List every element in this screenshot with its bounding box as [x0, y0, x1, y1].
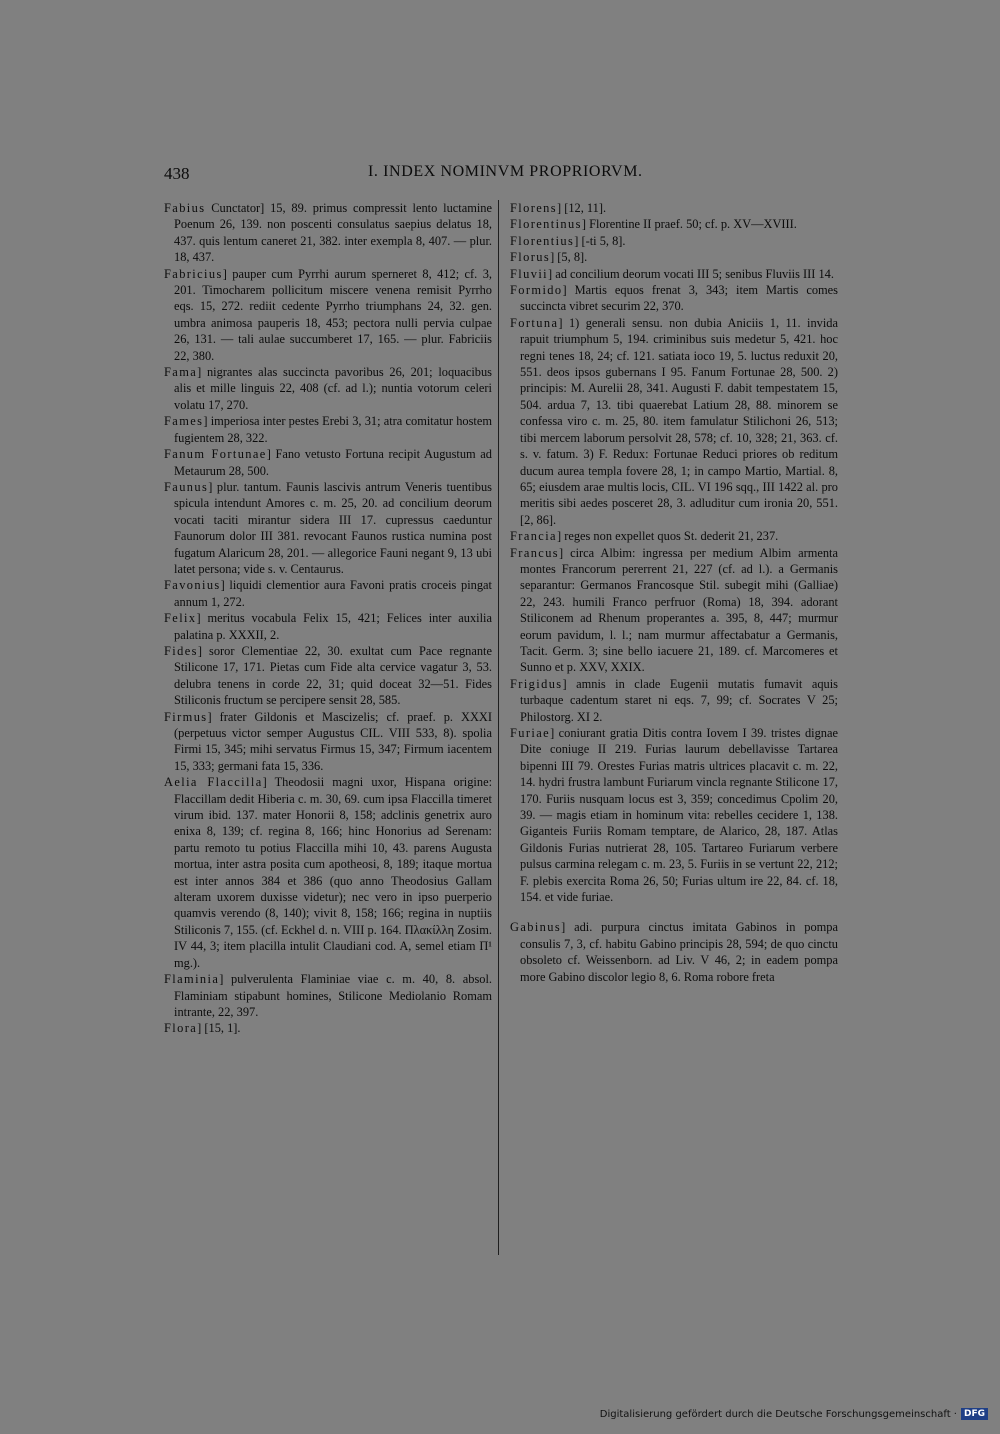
entry-headword: Favonius — [164, 578, 221, 593]
entry-text: ] [5, 8]. — [550, 250, 588, 265]
entry-text: ] pulverulenta Flaminiae viae c. m. 40, 8. absol. Flaminiam stipabunt homines, Stilicone Mediolanio Romam intrante, 22, 397. — [174, 972, 492, 1019]
index-entry — [164, 266, 492, 364]
index-entry — [510, 266, 838, 282]
entry-text: ] frater Gildonis et Mascizelis; cf. praef. p. XXXI (perpetuus victor semper Augustus CIL. VIII 533, 8). spolia Firmi 15, 345; mihi servatus Firmus 15, 347; Firmum iacentem 15, 333; germani fata 15, 336. — [174, 709, 492, 773]
entry-text: ] meritus vocabula Felix 15, 421; Felices inter auxilia palatina p. XXXII, 2. — [174, 611, 492, 642]
entry-text: ] 1) generali sensu. non dubia Aniciis 1, 11. invida rapuit triumphum 5, 194. criminibus suis medetur 5, 421. hoc regni tenes 18, 24; cf. 121. satiata ioco 19, 5. luctus reduxit 20, 551. deos ipsos gubernans I 95. Fanum Fortunae 28, 500. 2) principis: M. Aurelii 28, 341. Augusti F. dabit tempestatem 15, 504. ardua 7, 13. tibi quaerebat Latium 28, 88. minorem se confessa viro c. m. 25, 80. item famulatur Stilichoni 26, 513; tibi mercem laborum persolvit 28, 578; cf. 10, 328; 21, 363. cf. s. v. fatum. 3) F. Redux: Fortunae Reduci priores ob reditum ducum aurea templa fovere 28, 1; in campo Martio, Martial. 8, 65; eiusdem arae multis locis, CIL. VI 196 sqq., III 1422 al. pro meritis sibi aedes posceret 28, 3. adluditur cum ironia 20, 551. [2, 86]. — [520, 315, 838, 527]
entry-headword: Furiae — [510, 726, 551, 740]
entry-headword: Frigidus — [510, 676, 563, 691]
entry-text: ] amnis in clade Eugenii mutatis fumavit aquis turbaque cadentum staret ni eqs. 7, 99; cf. Socrates V 25; Philostorg. XI 2. — [520, 676, 838, 724]
index-entry — [164, 364, 492, 413]
entry-text: ] liquidi clementior aura Favoni pratis croceis pingat annum 1, 272. — [174, 578, 492, 609]
entry-headword: Faunus — [164, 479, 209, 494]
entry-headword: Flaminia — [164, 972, 220, 987]
entry-text: ] ad concilium deorum vocati III 5; senibus Fluviis III 14. — [548, 266, 834, 281]
index-entry — [164, 709, 492, 775]
index-entry — [510, 676, 838, 725]
entry-headword: Aelia Flaccilla — [164, 775, 263, 790]
index-entry — [510, 249, 838, 265]
index-entry — [510, 528, 838, 544]
footer-credit — [600, 1408, 988, 1420]
index-entry — [510, 233, 838, 249]
entry-headword: Florentinus — [510, 217, 582, 232]
entry-text: ] [15, 1]. — [197, 1021, 241, 1036]
index-entry — [164, 479, 492, 577]
index-entry — [510, 725, 838, 905]
entry-headword: Florus — [510, 250, 551, 265]
entry-text: ] plur. tantum. Faunis lascivis antrum Veneris tuentibus spicula intendunt Amores c. m. 25, 20. ad concilium deorum vocati taciti mirantur sidera III 17. cupressus caeduntur Faunorum dolor III 381. revocant Faunos rustica numina post fugatum Alaricum 28, 201. — allegorice Fauni negant 9, 13 ubi latet persona; vide s. v. Centaurus. — [174, 479, 492, 576]
index-entry — [164, 446, 492, 479]
entry-headword: Fama — [164, 365, 198, 380]
index-entry — [164, 643, 492, 709]
index-entry — [164, 610, 492, 643]
index-entry — [164, 1020, 492, 1036]
index-entry — [510, 919, 838, 985]
running-title: I. INDEX NOMINVM PROPRIORVM. — [368, 163, 643, 180]
dfg-logo: DFG — [961, 1408, 988, 1420]
index-entry — [164, 200, 492, 266]
entry-headword: Fides — [164, 643, 198, 658]
entry-text: ] Theodosii magni uxor, Hispana origine: Flaccillam dedit Hiberia c. m. 30, 69. cum ipsa Flaccilla timeret virum ibid. 137. mater Honorii 8, 158; adclinis genetrix auro enixa 8, 139; cf. regina 8, 166; hinc Honorius ad Serenam: partu remoto tu potius Flaccilla mihi 10, 43. parens Augusta mortua, inter astra posita cum apotheosi, 8, 189; itaque mortua est inter annos 384 et 386 (quo anno Theodosius Gallam alteram uxorem duxisse videtur); nec vero in ipso puerperio quamvis verendo (8, 140); vivit 8, 158; 166; regina in nuptiis Stiliconis 7, 155. (cf. Eckhel d. n. VIII p. 164. Πλακίλλη Zosim. IV 44, 3; item placilla intulit Claudiani cod. A, semel etiam Π¹ mg.). — [174, 775, 493, 970]
entry-text: ] circa Albim: ingressa per medium Albim armenta montes Francorum pererrent 21, 227 (cf. ad l.). a Germanis separantur: Germanos Francosque Stil. subegit mihi (Galliae) 22, 243. humili Franco perfruor (Roma) 18, 394. adorant Stiliconem ad Rhenum properantes a. 395, 8, 447; murmur eorum pavidum, l. l.; nam murmur affectabatur a Germanis, Tacit. Germ. 3; sine bello iacuere 21, 189. cf. Marcomeres et Sunno et p. XXV, XXIX. — [520, 545, 838, 675]
entry-headword: Fabricius — [164, 266, 223, 281]
page-number: 438 — [164, 164, 190, 183]
index-entry — [164, 577, 492, 610]
entry-text: ] Martis equos frenat 3, 343; item Martis comes succincta vibret securim 22, 370. — [520, 283, 838, 314]
entry-headword: Fames — [164, 414, 204, 429]
entry-headword: Fluvii — [510, 266, 549, 281]
entry-text: ] [12, 11]. — [556, 201, 607, 215]
footer-text: Digitalisierung gefördert durch die Deutsche Forschungsgemeinschaft · — [599, 1408, 957, 1420]
entry-text: ] nigrantes alas succincta pavoribus 26, 201; loquacibus alis et mille linguis 22, 408 (cf. ad l.); nuntia votorum celeri volatu 17, 270. — [174, 365, 492, 412]
entry-headword: Francus — [510, 545, 560, 560]
entry-headword: Florentius — [510, 233, 575, 248]
left-column — [164, 200, 492, 1037]
entry-text: ] imperiosa inter pestes Erebi 3, 31; atra comitatur hostem fugientem 28, 322. — [174, 414, 492, 445]
entry-text: ] pauper cum Pyrrhi aurum sperneret 8, 412; cf. 3, 201. Timocharem pollicitum miscere venena remisit Pyrrho eqs. 15, 272. rediit cedente Pyrrho triumphans 24, 32. gen. umbra animosa pauperis 18, 453; pectora nulli pervia culpae 26, 131. — tali aulae succumberet 17, 165. — plur. Fabriciis 22, 380. — [174, 266, 492, 363]
entry-text: Cunctator] 15, 89. primus compressit lento luctamine Poenum 26, 139. non poscenti consulatus saepius delatus 18, 437. quis lentum caneret 21, 382. inter exempla 8, 407. — plur. 18, 437. — [174, 201, 492, 265]
right-column — [510, 200, 838, 985]
index-entry — [510, 315, 838, 528]
index-entry — [164, 774, 492, 971]
entry-text: ] coniurant gratia Ditis contra Iovem I 39. tristes dignae Dite coniuge II 219. Furias laurum debellavisse Tartarea bipenni III 79. Orestes Furias matris ultrices placavit c. m. 22, 14. hydri frustra lambunt Furiarum vincla regnante Stilicone 17, 170. Furiis nusquam locus est 3, 359; concedimus Cpolim 20, 39. — magis etiam in hominum vita: rebelles cecidere 1, 138. Giganteis Furiis Romam temptare, de Alarico, 28, 187. Atlas Gildonis Furias nutrierat 28, 105. Tartareo Furiarum verbere pulsus carmina relegam c. m. 23, 5. Furiis in se vertunt 22, 212; F. plebis exercita Roma 26, 50; Furias ultum ire 22, 84. cf. 18, 154. et vide furiae. — [520, 726, 838, 905]
entry-headword: Flora — [164, 1021, 198, 1036]
entry-text: ] Fano vetusto Fortuna recipit Augustum ad Metaurum 28, 500. — [174, 447, 492, 478]
index-entry — [510, 200, 838, 216]
entry-headword: Formido — [510, 283, 563, 298]
entry-headword: Fabius — [164, 201, 206, 215]
entry-headword: Fortuna — [510, 315, 559, 330]
index-entry — [164, 413, 492, 446]
column-divider — [498, 200, 499, 1255]
entry-text: ] reges non expellet quos St. dederit 21, 237. — [556, 529, 779, 544]
entry-headword: Firmus — [164, 709, 208, 724]
entry-text: ] adi. purpura cinctus imitata Gabinos in pompa consulis 7, 3, cf. habitu Gabino principis 28, 594; de quo cinctu obsoleto cf. Weissenborn. ad Liv. V 46, 2; in eadem pompa more Gabino discolor legio 8, 6. Roma robore freta — [520, 920, 838, 984]
index-entry — [510, 216, 838, 232]
entry-headword: Francia — [510, 529, 557, 544]
entry-headword: Felix — [164, 611, 197, 626]
entry-text: ] Florentine II praef. 50; cf. p. XV—XVIII. — [581, 217, 797, 232]
entry-headword: Gabinus — [510, 920, 562, 935]
index-entry — [510, 282, 838, 315]
entry-text: ] soror Clementiae 22, 30. exultat cum Pace regnante Stilicone 17, 171. Pietas cum Fide alta cervice vagatur 3, 53. delubra tenens in corde 22, 31; quid doceat 32—51. Fides Stiliconis fructum se percipere sensit 28, 585. — [174, 643, 492, 708]
entry-text: ] [-ti 5, 8]. — [574, 233, 626, 248]
entry-headword: Florens — [510, 201, 557, 215]
index-entry — [164, 971, 492, 1020]
entry-headword: Fanum Fortunae — [164, 447, 267, 462]
index-entry — [510, 545, 838, 676]
